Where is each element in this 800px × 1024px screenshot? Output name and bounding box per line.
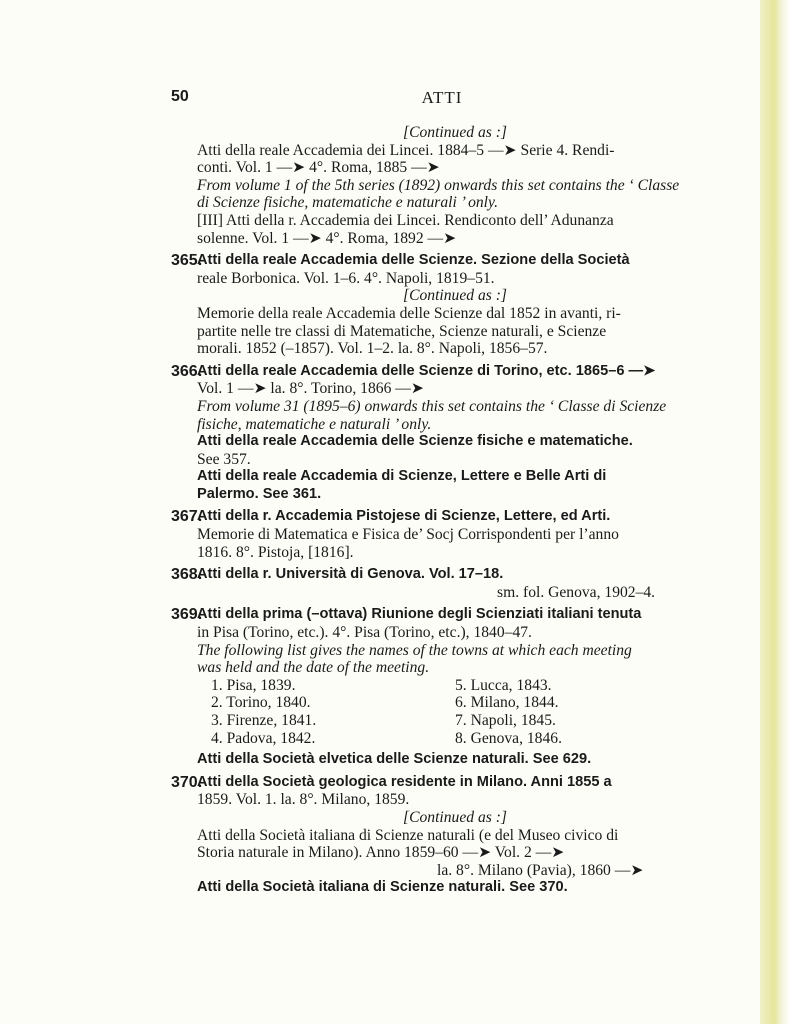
entry-365 (171, 252, 713, 358)
entry-367 (171, 508, 713, 561)
entry-line: sm. fol. Genova, 1902–4. (497, 583, 656, 601)
meeting-item: 8. Genova, 1846. (455, 729, 562, 747)
meeting-item: 5. Lucca, 1843. (455, 676, 552, 694)
cross-reference: Palermo. See 361. (197, 485, 322, 502)
cross-reference: See 357. (197, 450, 251, 468)
cross-reference-title: Atti della reale Accademia delle Scienze fisiche e matematiche. (197, 433, 633, 450)
cross-reference-title: Atti della Società italiana di Scienze naturali. See 370. (197, 879, 568, 896)
entry-note: From volume 1 of the 5th series (1892) onwards this set contains the ‘ Classe (197, 176, 680, 194)
entry-366 (171, 363, 713, 504)
running-head: ATTI (421, 88, 463, 107)
entry-note: di Scienze fisiche, matematiche e naturali ’ only. (197, 194, 498, 212)
meeting-column (197, 677, 441, 747)
meeting-item: 7. Napoli, 1845. (455, 712, 556, 729)
entry-line: [III] Atti della r. Accademia dei Lincei. Rendiconto dell’ Adunanza (197, 211, 614, 229)
meeting-item: 1. Pisa, 1839. (211, 676, 296, 694)
entry-number: 369. (171, 606, 203, 624)
entry-note: From volume 31 (1895–6) onwards this set contains the ‘ Classe di Scienze (197, 397, 667, 415)
entry-number: 368. (171, 566, 203, 584)
entry-line: in Pisa (Torino, etc.). 4°. Pisa (Torino, etc.), 1840–47. (197, 624, 532, 642)
page-body (171, 124, 713, 902)
entry-line: la. 8°. Milano (Pavia), 1860 —➤ (437, 861, 644, 879)
entry-title: Atti della reale Accademia delle Scienze. Sezione della Società (197, 252, 630, 269)
entry-line: Memorie della reale Accademia delle Scienze dal 1852 in avanti, ri- (197, 304, 621, 322)
page-edge (760, 0, 800, 1024)
continued-note: [Continued as :] (403, 808, 507, 826)
entry-title: Atti della r. Università di Genova. Vol. 17–18. (197, 566, 504, 583)
entry-line: Vol. 1 —➤ la. 8°. Torino, 1866 —➤ (197, 380, 424, 398)
entry-line: partite nelle tre classi di Matematiche, Scienze naturali, e Scienze (197, 322, 607, 340)
continued-note: [Continued as :] (403, 124, 507, 141)
entry-note: The following list gives the names of the towns at which each meeting (197, 641, 632, 659)
continued-note: [Continued as :] (403, 287, 507, 305)
entry-title: Atti della reale Accademia delle Scienze di Torino, etc. 1865–6 —➤ (197, 362, 656, 379)
entry-line: morali. 1852 (–1857). Vol. 1–2. la. 8°. Napoli, 1856–57. (197, 340, 548, 358)
entry-368 (171, 566, 713, 601)
entry-line: Atti della reale Accademia dei Lincei. 1884–5 —➤ Serie 4. Rendi- (197, 141, 615, 159)
entry-line: reale Borbonica. Vol. 1–6. 4°. Napoli, 1819–51. (197, 269, 495, 287)
entry-line: Memorie di Matematica e Fisica de’ Socj Corrispondenti per l’anno (197, 526, 619, 544)
entry-note: fisiche, matematiche e naturali ’ only. (197, 415, 432, 433)
meeting-item: 6. Milano, 1844. (455, 694, 559, 712)
entry-title: Atti della r. Accademia Pistojese di Scienze, Lettere, ed Arti. (197, 508, 611, 525)
entry-continuation (171, 124, 713, 247)
entry-number: 367. (171, 508, 203, 526)
entry-line: solenne. Vol. 1 —➤ 4°. Roma, 1892 —➤ (197, 229, 457, 247)
page-number: 50 (171, 88, 189, 105)
entry-title: Atti della prima (–ottava) Riunione degli Scienziati italiani tenuta (197, 606, 642, 623)
entry-number: 365. (171, 252, 203, 270)
entry-370 (171, 774, 713, 897)
meeting-list (197, 677, 713, 747)
entry-369 (171, 606, 713, 768)
cross-reference-title: Atti della reale Accademia di Scienze, Lettere e Belle Arti di (197, 468, 607, 485)
meeting-item: 3. Firenze, 1841. (211, 712, 317, 729)
meeting-column (441, 677, 685, 747)
page-header (171, 88, 713, 108)
entry-line: Storia naturale in Milano). Anno 1859–60 —➤ Vol. 2 —➤ (197, 844, 565, 862)
entry-note: was held and the date of the meeting. (197, 659, 430, 677)
meeting-item: 4. Padova, 1842. (211, 729, 316, 747)
entry-line: Atti della Società italiana di Scienze naturali (e del Museo civico di (197, 826, 619, 844)
entry-line: 1816. 8°. Pistoja, [1816]. (197, 543, 354, 561)
cross-reference-title: Atti della Società elvetica delle Scienze naturali. See 629. (197, 751, 592, 768)
entry-line: 1859. Vol. 1. la. 8°. Milano, 1859. (197, 791, 410, 809)
meeting-item: 2. Torino, 1840. (211, 694, 311, 712)
entry-number: 366. (171, 362, 203, 380)
entry-line: conti. Vol. 1 —➤ 4°. Roma, 1885 —➤ (197, 159, 440, 177)
entry-number: 370. (171, 773, 203, 791)
entry-title: Atti della Società geologica residente in Milano. Anni 1855 a (197, 773, 612, 790)
